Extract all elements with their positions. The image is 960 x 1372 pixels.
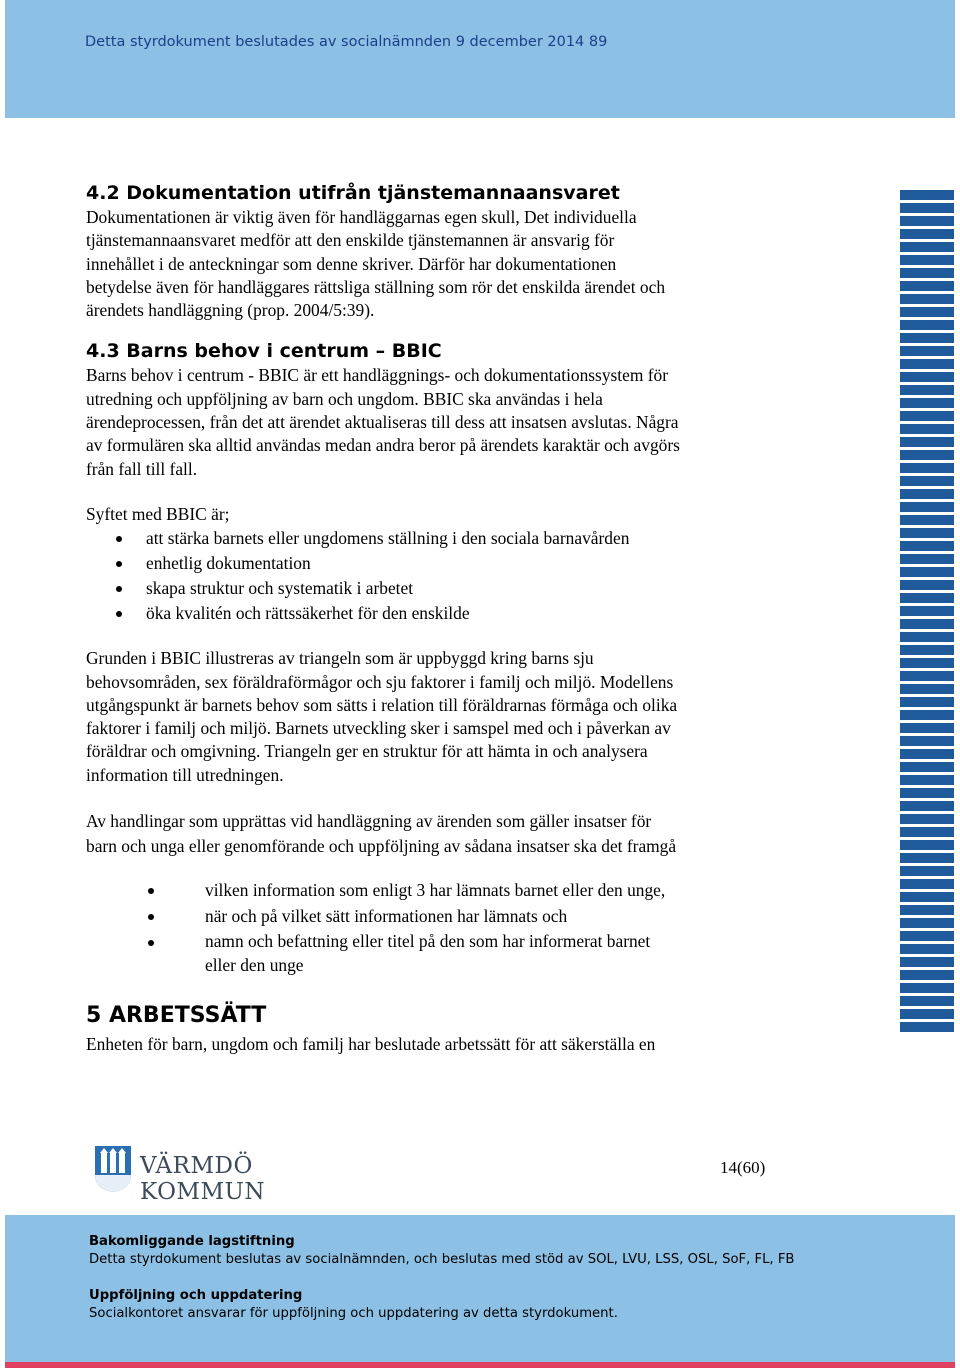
stripe xyxy=(900,463,954,473)
stripe xyxy=(900,632,954,642)
stripe xyxy=(900,606,954,616)
stripe xyxy=(900,775,954,785)
stripe xyxy=(900,671,954,681)
actions-text xyxy=(86,809,786,859)
stripe xyxy=(900,905,954,915)
stripe xyxy=(900,307,954,317)
list-item: namn och befattning eller titel på den som har informerat barnet eller den unge xyxy=(86,929,786,977)
stripe xyxy=(900,541,954,551)
list-item: skapa struktur och systematik i arbetet xyxy=(86,576,786,601)
stripe xyxy=(900,515,954,525)
stripe xyxy=(900,554,954,564)
stripe xyxy=(900,619,954,629)
list-item: enhetlig dokumentation xyxy=(86,551,786,576)
stripe xyxy=(900,450,954,460)
stripe xyxy=(900,697,954,707)
purpose-list xyxy=(86,526,786,626)
section-4-2-text xyxy=(86,206,786,322)
stripe xyxy=(900,476,954,486)
stripe xyxy=(900,931,954,941)
stripe xyxy=(900,762,954,772)
bullet-icon xyxy=(148,940,154,946)
stripe xyxy=(900,502,954,512)
decorative-stripes xyxy=(900,190,954,1040)
header-text: Detta styrdokument beslutades av socialnämnden 9 december 2014 89 xyxy=(85,34,608,50)
stripe xyxy=(900,567,954,577)
basis-heading: Bakomliggande lagstiftning xyxy=(89,1234,295,1249)
bbic-basis-text xyxy=(86,647,786,787)
top-header-band xyxy=(5,0,955,118)
stripe xyxy=(900,996,954,1006)
paragraph-line: innehållet i de anteckningar som denne skriver. Därför har dokumentationen xyxy=(86,253,617,274)
stripe xyxy=(900,723,954,733)
stripe xyxy=(900,970,954,980)
stripe xyxy=(900,944,954,954)
section-4-3-text xyxy=(86,364,786,480)
paragraph-line: information till utredningen. xyxy=(86,764,284,785)
stripe xyxy=(900,801,954,811)
stripe xyxy=(900,372,954,382)
stripe xyxy=(900,242,954,252)
paragraph-line: Av handlingar som upprättas vid handläggning av ärenden som gäller insatser för xyxy=(86,811,652,832)
stripe xyxy=(900,359,954,369)
stripe xyxy=(900,320,954,330)
paragraph-line: Enheten för barn, ungdom och familj har beslutade arbetssätt för att säkerställa en xyxy=(86,1034,656,1055)
bullet-icon xyxy=(116,536,122,542)
purpose-intro: Syftet med BBIC är; xyxy=(86,503,230,524)
stripe xyxy=(900,827,954,837)
stripe xyxy=(900,294,954,304)
section-4-3-title: 4.3 Barns behov i centrum – BBIC xyxy=(86,340,442,363)
stripe xyxy=(900,424,954,434)
page-number: 14(60) xyxy=(720,1158,766,1177)
stripe xyxy=(900,983,954,993)
stripe xyxy=(900,957,954,967)
stripe xyxy=(900,684,954,694)
stripe xyxy=(900,853,954,863)
section-4-2-title: 4.2 Dokumentation utifrån tjänstemannaansvaret xyxy=(86,182,620,204)
basis-text: Detta styrdokument beslutas av socialnämnden, och beslutas med stöd av SOL, LVU, LSS, OSL, SoF, FL, FB xyxy=(89,1252,795,1267)
stripe xyxy=(900,840,954,850)
stripe xyxy=(900,398,954,408)
stripe xyxy=(900,411,954,421)
municipality-logo xyxy=(94,1145,354,1205)
stripe xyxy=(900,216,954,226)
paragraph-line: behovsområden, sex föräldraförmågor och sju faktorer i familj och miljö. Modellens xyxy=(86,671,674,692)
bullet-icon xyxy=(148,914,154,920)
stripe xyxy=(900,346,954,356)
paragraph-line: Dokumentationen är viktig även för handläggarnas egen skull, Det individuella xyxy=(86,207,637,227)
stripe xyxy=(900,918,954,928)
document-body xyxy=(86,180,786,1056)
stripe xyxy=(900,203,954,213)
stripe xyxy=(900,229,954,239)
bottom-accent-line xyxy=(5,1362,955,1368)
stripe xyxy=(900,333,954,343)
list-item: vilken information som enligt 3 har lämnats barnet eller den unge, xyxy=(86,877,786,903)
paragraph-line: utredning och uppföljning av barn och ungdom. BBIC ska användas i hela xyxy=(86,388,603,409)
bullet-icon xyxy=(148,888,154,894)
stripe xyxy=(900,736,954,746)
paragraph-line: av formulären ska alltid användas medan andra beror på ärendets karaktär och avgörs xyxy=(86,435,680,456)
section-5-title: 5 ARBETSSÄTT xyxy=(86,1003,267,1029)
paragraph-line: Grunden i BBIC illustreras av triangeln som är uppbyggd kring barns sju xyxy=(86,648,594,669)
stripe xyxy=(900,710,954,720)
stripe xyxy=(900,1009,954,1019)
stripe xyxy=(900,580,954,590)
stripe xyxy=(900,1022,954,1032)
followup-heading: Uppföljning och uppdatering xyxy=(89,1288,303,1303)
stripe xyxy=(900,593,954,603)
stripe xyxy=(900,879,954,889)
stripe xyxy=(900,749,954,759)
list-item: när och på vilket sätt informationen har lämnats och xyxy=(86,903,786,929)
list-item: att stärka barnets eller ungdomens ställning i den sociala barnavården xyxy=(86,526,786,551)
paragraph-line: från fall till fall. xyxy=(86,458,198,479)
bullet-icon xyxy=(116,561,122,567)
bottom-info-band xyxy=(5,1215,955,1367)
paragraph-line: faktorer i familj och miljö. Barnets utveckling sker i samspel med och i påverkan av xyxy=(86,718,671,739)
followup-text: Socialkontoret ansvarar för uppföljning och uppdatering av detta styrdokument. xyxy=(89,1306,618,1321)
paragraph-line: Barns behov i centrum - BBIC är ett handläggnings- och dokumentationssystem för xyxy=(86,365,668,386)
stripe xyxy=(900,489,954,499)
shield-icon xyxy=(94,1145,132,1193)
stripe xyxy=(900,892,954,902)
paragraph-line: ärendeprocessen, från det att ärendet aktualiseras till dess att insatsen avslutas. Några xyxy=(86,412,679,433)
paragraph-line: utgångspunkt är barnets behov som sätts i relation till föräldrarnas förmåga och olika xyxy=(86,694,678,715)
paragraph-line: ärendets handläggning (prop. 2004/5:39). xyxy=(86,300,375,321)
list-item: öka kvalitén och rättssäkerhet för den enskilde xyxy=(86,601,786,626)
stripe xyxy=(900,528,954,538)
stripe xyxy=(900,437,954,447)
stripe xyxy=(900,658,954,668)
stripe xyxy=(900,281,954,291)
paragraph-line: tjänstemannaansvaret medför att den enskilde tjänstemannen är ansvarig för xyxy=(86,230,615,251)
stripe xyxy=(900,190,954,200)
stripe xyxy=(900,645,954,655)
stripe xyxy=(900,268,954,278)
stripe xyxy=(900,788,954,798)
paragraph-line: föräldrar och omgivning. Triangeln ger en struktur för att hämta in och analysera xyxy=(86,741,648,762)
paragraph-line: betydelse även för handläggares rättsliga ställning som rör det enskilda ärendet och xyxy=(86,276,666,297)
stripe xyxy=(900,814,954,824)
stripe xyxy=(900,385,954,395)
bullet-icon xyxy=(116,611,122,617)
logo-text: VÄRMDÖ KOMMUN xyxy=(140,1153,266,1205)
stripe xyxy=(900,255,954,265)
bullet-icon xyxy=(116,586,122,592)
actions-list xyxy=(86,877,786,977)
stripe xyxy=(900,866,954,876)
paragraph-line: barn och unga eller genomförande och uppföljning av sådana insatser ska det framgå xyxy=(86,836,677,857)
